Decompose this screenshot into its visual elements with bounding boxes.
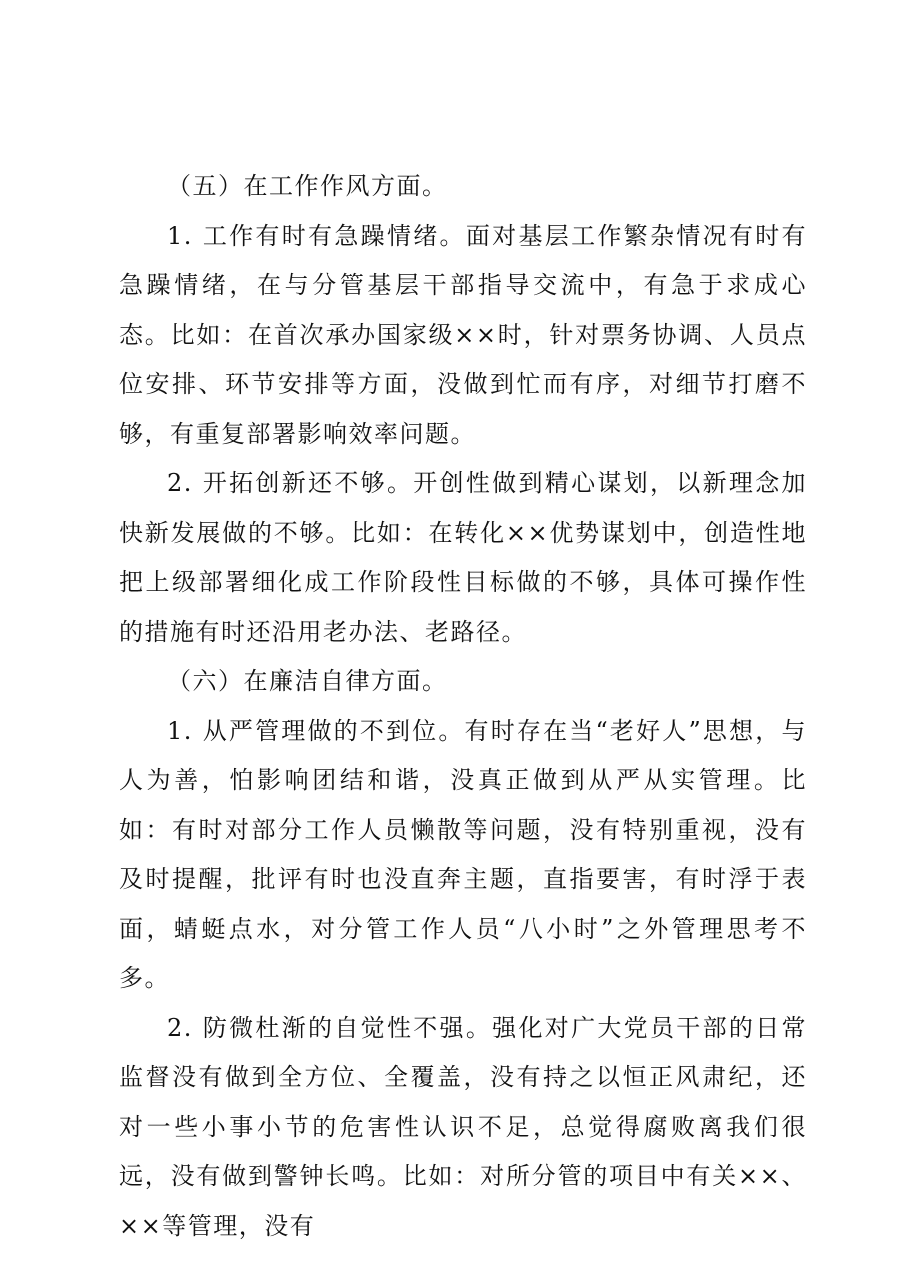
paragraph-strict-management: 1. 从严管理做的不到位。有时存在当“老好人”思想，与人为善，怕影响团结和谐，没真正做到从严从实管理。比如：有时对部分工作人员懒散等问题，没有特别重视，没有及时提醒，批评有时也没直奔主题，直指要害，有时浮于表面，蜻蜓点水，对分管工作人员“八小时”之外管理思考不多。 [119,716,807,992]
paragraph-innovation: 2. 开拓创新还不够。开创性做到精心谋划，以新理念加快新发展做的不够。比如：在转化××优势谋划中，创造性地把上级部署细化成工作阶段性目标做的不够，具体可操作性的措施有时还沿用老办法、老路径。 [119,469,807,646]
paragraph-prevention: 2. 防微杜渐的自觉性不强。强化对广大党员干部的日常监督没有做到全方位、全覆盖，没有持之以恒正风肃纪，还对一些小事小节的危害性认识不足，总觉得腐败离我们很远，没有做到警钟长鸣。比如：对所分管的项目中有关××、××等管理，没有 [119,1013,807,1240]
document-body [119,162,807,1251]
paragraph-impatience: 1. 工作有时有急躁情绪。面对基层工作繁杂情况有时有急躁情绪，在与分管基层干部指导交流中，有急于求成心态。比如：在首次承办国家级××时，针对票务协调、人员点位安排、环节安排等方面，没做到忙而有序，对细节打磨不够，有重复部署影响效率问题。 [119,221,807,448]
section-heading-integrity: （六）在廉洁自律方面。 [167,667,448,695]
section-heading-work-style: （五）在工作作风方面。 [167,172,448,200]
